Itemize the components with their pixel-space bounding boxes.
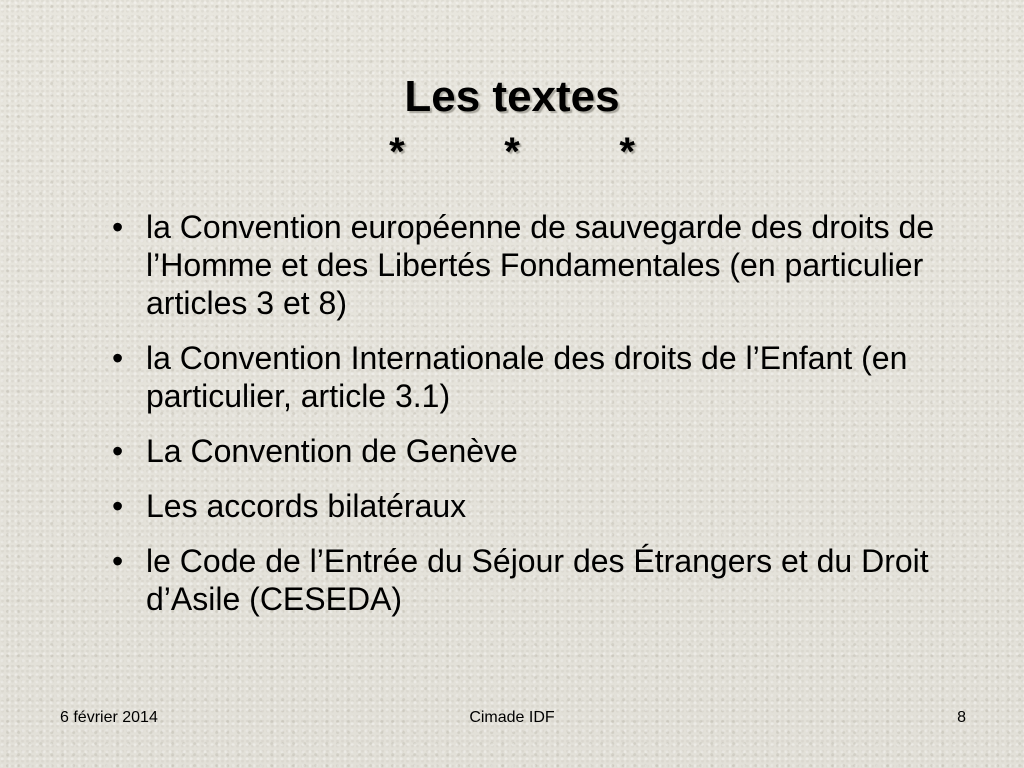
bullet-item (112, 542, 992, 618)
bullet-item (112, 339, 992, 415)
bullet-icon: • (112, 543, 124, 579)
bullet-text: la Convention européenne de sauvegarde des droits de l’Homme et des Libertés Fondamentales (en particulier articles 3 et 8) (146, 209, 935, 321)
title-ornament (0, 132, 1024, 172)
bullet-text: le Code de l’Entrée du Séjour des Étrangers et du Droit d’Asile (CESEDA) (146, 543, 929, 617)
bullet-icon: • (112, 433, 124, 469)
title-block (0, 72, 1024, 172)
star-mark: * (619, 130, 635, 174)
star-mark: * (504, 130, 520, 174)
footer-date: 6 février 2014 (60, 709, 158, 726)
slide-title: Les textes (404, 72, 620, 121)
bullet-text: Les accords bilatéraux (146, 488, 467, 524)
bullet-text: la Convention Internationale des droits de l’Enfant (en particulier, article 3.1) (146, 340, 908, 414)
star-mark: * (389, 130, 405, 174)
bullet-item (112, 432, 992, 470)
bullet-list (112, 208, 992, 635)
bullet-item (112, 487, 992, 525)
bullet-icon: • (112, 209, 124, 245)
footer-page-number: 8 (957, 709, 966, 726)
bullet-icon: • (112, 488, 124, 524)
bullet-item (112, 208, 992, 322)
footer-organization: Cimade IDF (469, 709, 555, 726)
bullet-icon: • (112, 340, 124, 376)
bullet-text: La Convention de Genève (146, 433, 518, 469)
